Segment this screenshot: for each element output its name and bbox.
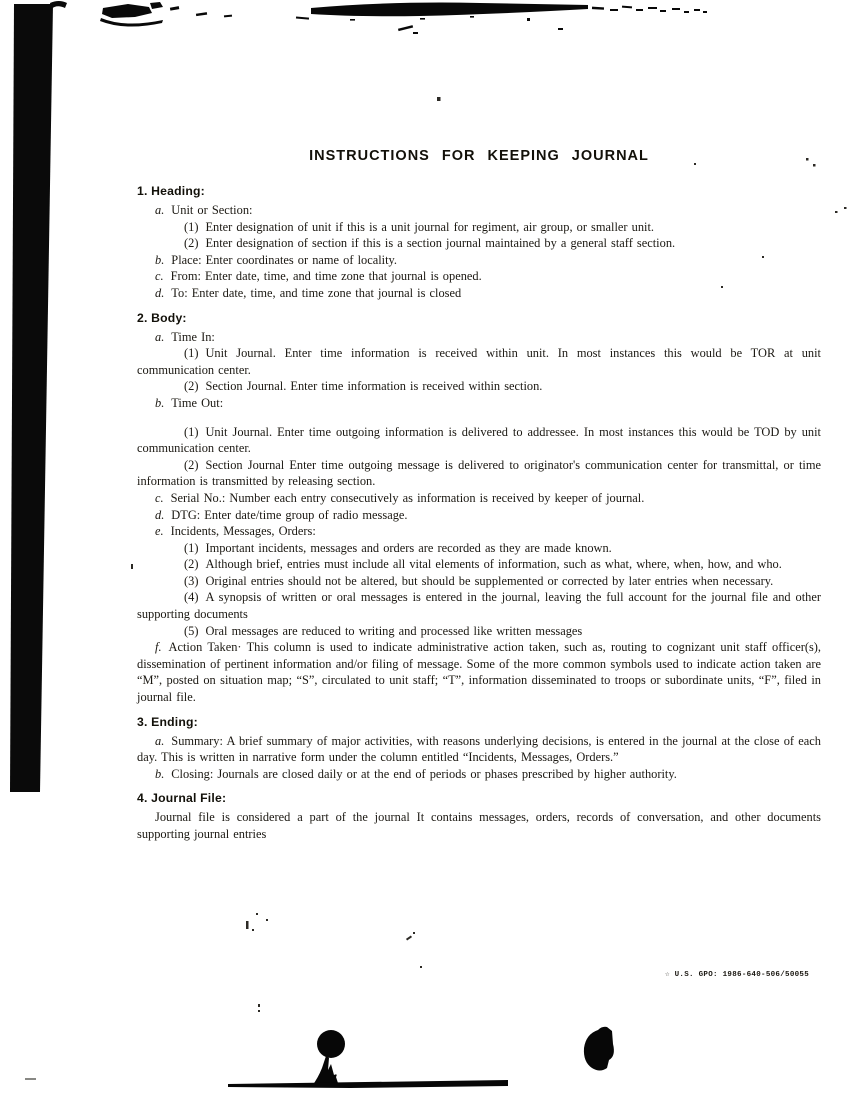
- paragraph: [137, 507, 821, 524]
- item-label: c.: [155, 490, 164, 505]
- paragraph-text: Original entries should not be altered, but should be supplemented or corrected by later entries when necessary.: [205, 573, 774, 588]
- bottom-right-ink-blot: [584, 1027, 614, 1071]
- paragraph: [137, 252, 821, 269]
- paragraph-text: Enter designation of section if this is a section journal maintained by a general staff section.: [205, 236, 676, 251]
- document-section: [137, 715, 821, 783]
- left-margin-scan-bar: [10, 4, 53, 792]
- paragraph: [137, 457, 821, 490]
- page-title: INSTRUCTIONS FOR KEEPING JOURNAL: [309, 148, 649, 164]
- paragraph-text: Although brief, entries must include all vital elements of information, such as what, where, when, how, and who.: [205, 557, 782, 572]
- bottom-left-dash: [25, 1078, 36, 1080]
- paragraph-text: Important incidents, messages and orders are recorded as they are made known.: [205, 540, 612, 555]
- paragraph: [137, 540, 821, 557]
- top-ink-streak: [311, 3, 707, 21]
- bottom-scan-line: [228, 1080, 508, 1088]
- paragraph: [137, 639, 821, 705]
- item-label: a.: [155, 203, 165, 217]
- paragraph-text: To: Enter date, time, and time zone that journal is closed: [171, 285, 462, 300]
- paragraph-text: Time In:: [171, 329, 215, 344]
- item-label: (4): [184, 590, 199, 605]
- paragraph: [137, 235, 821, 252]
- paragraph-text: Summary: A brief summary of major activities, with reasons underlying decisions, is entered in the journal at the close of each day. This is written in narrative form under the column entitled “Incidents, Messages, Orders.”: [137, 733, 821, 765]
- paragraph-text: Closing: Journals are closed daily or at the end of periods or phases prescribed by higher authority.: [171, 766, 677, 781]
- left-margin-scan-bar-group: [10, 1, 67, 792]
- gpo-print-line: ☆ U.S. GPO: 1986-640-506/50055: [665, 971, 810, 979]
- paragraph-text: Unit Journal. Enter time information is received within unit. In most instances this would be TOR at unit communication center.: [137, 346, 821, 377]
- item-label: c.: [155, 269, 164, 284]
- paragraph: [137, 556, 821, 573]
- paragraph: [137, 573, 821, 590]
- paragraph: [137, 766, 821, 783]
- paragraph: [137, 809, 821, 842]
- item-label: (1): [184, 346, 199, 361]
- bottom-ink-blot: [317, 1030, 345, 1058]
- smudge-underline: [100, 18, 163, 27]
- item-label: (1): [184, 424, 199, 439]
- sections-container: [137, 184, 821, 843]
- item-label: e.: [155, 524, 164, 539]
- item-label: (2): [184, 379, 199, 394]
- paragraph-text: Section Journal. Enter time information is received within section.: [205, 379, 543, 394]
- paragraph-text: DTG: Enter date/time group of radio message.: [171, 507, 408, 522]
- item-label: a.: [155, 733, 165, 748]
- item-label: (3): [184, 573, 199, 588]
- paragraph: [137, 345, 821, 378]
- document-content: [137, 148, 821, 843]
- paragraph-text: Journal file is considered a part of the journal It contains messages, orders, records of conversation, and other documents supporting journal entries: [137, 810, 821, 841]
- bottom-artifacts: [25, 1027, 614, 1088]
- document-section: [137, 311, 821, 706]
- item-label: d.: [155, 507, 165, 522]
- paragraph: [137, 202, 821, 219]
- scan-bar-top-hook-icon: [50, 1, 67, 9]
- paragraph-text: Action Taken· This column is used to indicate administrative action taken, such as, routing to cognizant unit staff officer(s), dissemination of pertinent information and/or filing of message. Some of the more common symbols used to indicate action taken are “M”, posted on situation map; “S”, circulated to unit staff; “T”, information disseminated to troops or subordinate units, “F”, filed in journal file.: [137, 640, 821, 705]
- paragraph-text: From: Enter date, time, and time zone that journal is opened.: [170, 269, 482, 284]
- item-label: (5): [184, 623, 199, 638]
- paragraph-text: Section Journal Enter time outgoing message is delivered to originator's communication center for transmittal, or time information is transmitted by releasing section.: [137, 457, 821, 489]
- paragraph: [137, 378, 821, 395]
- paragraph-text: A synopsis of written or oral messages is entered in the journal, leaving the full account for the journal file and other supporting documents: [137, 590, 821, 622]
- top-left-ink-smudge: [100, 2, 563, 34]
- item-label: (2): [184, 557, 199, 572]
- paragraph: [137, 285, 821, 302]
- item-label: (2): [184, 236, 199, 251]
- item-label: (2): [184, 457, 199, 472]
- paragraph-text: Unit or Section:: [171, 203, 253, 217]
- paragraph: [137, 329, 821, 346]
- item-label: (1): [184, 219, 199, 234]
- paragraph-text: Place: Enter coordinates or name of locality.: [171, 252, 398, 267]
- paragraph-text: Unit Journal. Enter time outgoing information is delivered to addressee. In most instances this would be TOD by unit communication center.: [137, 424, 821, 456]
- item-label: d.: [155, 285, 165, 300]
- paragraph: [137, 490, 821, 507]
- item-label: b.: [155, 395, 165, 410]
- paragraph-text: Enter designation of unit if this is a unit journal for regiment, air group, or smaller unit.: [205, 219, 654, 234]
- section-heading: 3. Ending:: [137, 714, 198, 729]
- section-heading: 2. Body:: [137, 310, 187, 325]
- paragraph: [137, 395, 821, 412]
- item-label: b.: [155, 766, 165, 781]
- paragraph: [137, 589, 821, 622]
- paragraph: [137, 424, 821, 457]
- document-section: [137, 184, 821, 302]
- paragraph-text: Incidents, Messages, Orders:: [170, 524, 316, 539]
- paragraph: [137, 733, 821, 766]
- item-label: b.: [155, 252, 165, 267]
- paragraph-text: Serial No.: Number each entry consecutively as information is received by keeper of journal.: [170, 490, 645, 505]
- item-label: f.: [155, 640, 162, 655]
- paragraph-text: Time Out:: [171, 395, 224, 410]
- paragraph: [137, 623, 821, 640]
- ink-drip: [312, 1056, 339, 1086]
- paragraph: [137, 523, 821, 540]
- document-section: [137, 791, 821, 842]
- section-heading: 4. Journal File:: [137, 791, 227, 806]
- paragraph: [137, 219, 821, 236]
- paragraph-text: Oral messages are reduced to writing and processed like written messages: [205, 623, 583, 638]
- section-heading: 1. Heading:: [137, 184, 205, 198]
- item-label: (1): [184, 540, 199, 555]
- paragraph: [137, 268, 821, 285]
- item-label: a.: [155, 329, 165, 344]
